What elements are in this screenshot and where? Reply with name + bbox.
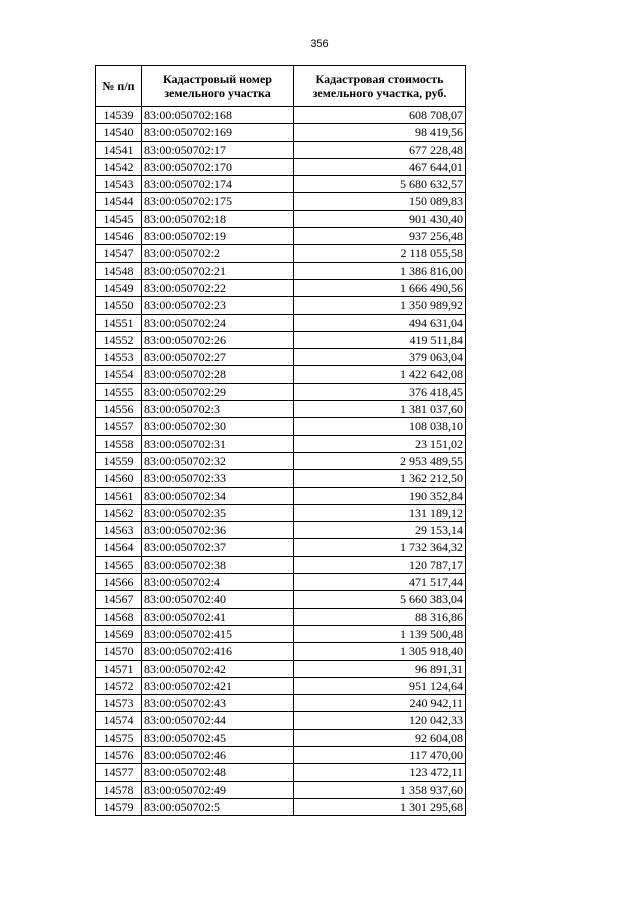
cadastral-value-cell: 471 517,44 <box>294 574 466 591</box>
cadastral-number-cell: 83:00:050702:416 <box>142 643 294 660</box>
cadastral-number-cell: 83:00:050702:22 <box>142 279 294 296</box>
row-number-cell: 14566 <box>96 574 142 591</box>
cadastral-value-cell: 677 228,48 <box>294 141 466 158</box>
table-header-row <box>96 66 466 107</box>
cadastral-number-cell: 83:00:050702:42 <box>142 660 294 677</box>
table-row <box>96 712 466 729</box>
cadastral-value-cell: 1 422 642,08 <box>294 366 466 383</box>
row-number-cell: 14578 <box>96 781 142 798</box>
cadastral-number-cell: 83:00:050702:36 <box>142 522 294 539</box>
row-number-cell: 14574 <box>96 712 142 729</box>
cadastral-value-cell: 419 511,84 <box>294 331 466 348</box>
cadastral-number-cell: 83:00:050702:24 <box>142 314 294 331</box>
cadastral-number-cell: 83:00:050702:40 <box>142 591 294 608</box>
cadastral-value-cell: 150 089,83 <box>294 193 466 210</box>
cadastral-number-cell: 83:00:050702:175 <box>142 193 294 210</box>
cadastral-value-cell: 23 151,02 <box>294 435 466 452</box>
table-row <box>96 193 466 210</box>
cadastral-value-cell: 92 604,08 <box>294 729 466 746</box>
cadastral-number-cell: 83:00:050702:27 <box>142 349 294 366</box>
row-number-cell: 14552 <box>96 331 142 348</box>
table-row <box>96 504 466 521</box>
row-number-cell: 14577 <box>96 764 142 781</box>
cadastral-number-cell: 83:00:050702:415 <box>142 625 294 642</box>
cadastral-number-cell: 83:00:050702:35 <box>142 504 294 521</box>
table-row <box>96 625 466 642</box>
row-number-cell: 14553 <box>96 349 142 366</box>
cadastral-number-cell: 83:00:050702:33 <box>142 470 294 487</box>
table-row <box>96 764 466 781</box>
table-row <box>96 608 466 625</box>
cadastral-value-cell: 1 305 918,40 <box>294 643 466 660</box>
cadastral-value-cell: 88 316,86 <box>294 608 466 625</box>
cadastral-value-cell: 1 358 937,60 <box>294 781 466 798</box>
cadastral-value-cell: 131 189,12 <box>294 504 466 521</box>
row-number-cell: 14546 <box>96 228 142 245</box>
table-row <box>96 660 466 677</box>
cadastral-number-cell: 83:00:050702:169 <box>142 124 294 141</box>
row-number-cell: 14579 <box>96 798 142 815</box>
table-row <box>96 729 466 746</box>
cadastral-number-cell: 83:00:050702:30 <box>142 418 294 435</box>
cadastral-value-cell: 2 953 489,55 <box>294 452 466 469</box>
cadastral-number-cell: 83:00:050702:17 <box>142 141 294 158</box>
row-number-cell: 14556 <box>96 401 142 418</box>
table-row <box>96 107 466 124</box>
row-number-cell: 14555 <box>96 383 142 400</box>
table-row <box>96 401 466 418</box>
table-row <box>96 262 466 279</box>
page-number: 356 <box>310 38 329 50</box>
cadastral-value-cell: 5 680 632,57 <box>294 176 466 193</box>
table-row <box>96 210 466 227</box>
row-number-cell: 14550 <box>96 297 142 314</box>
row-number-cell: 14551 <box>96 314 142 331</box>
cadastral-value-cell: 120 787,17 <box>294 556 466 573</box>
cadastral-value-cell: 901 430,40 <box>294 210 466 227</box>
table-row <box>96 349 466 366</box>
cadastral-value-cell: 494 631,04 <box>294 314 466 331</box>
row-number-cell: 14541 <box>96 141 142 158</box>
table-row <box>96 279 466 296</box>
row-number-cell: 14561 <box>96 487 142 504</box>
table-row <box>96 695 466 712</box>
cadastral-number-cell: 83:00:050702:2 <box>142 245 294 262</box>
cadastral-value-cell: 108 038,10 <box>294 418 466 435</box>
table-row <box>96 418 466 435</box>
row-number-cell: 14559 <box>96 452 142 469</box>
cadastral-number-cell: 83:00:050702:28 <box>142 366 294 383</box>
cadastral-number-cell: 83:00:050702:46 <box>142 746 294 763</box>
row-number-cell: 14575 <box>96 729 142 746</box>
cadastral-value-cell: 120 042,33 <box>294 712 466 729</box>
table-row <box>96 487 466 504</box>
table-row <box>96 297 466 314</box>
table-row <box>96 452 466 469</box>
cadastral-value-cell: 1 732 364,32 <box>294 539 466 556</box>
cadastral-value-cell: 951 124,64 <box>294 677 466 694</box>
table-row <box>96 314 466 331</box>
header-cadastral-value: Кадастровая стоимость земельного участка, руб. <box>294 66 466 107</box>
cadastral-number-cell: 83:00:050702:48 <box>142 764 294 781</box>
table-row <box>96 781 466 798</box>
table-row <box>96 798 466 815</box>
row-number-cell: 14544 <box>96 193 142 210</box>
cadastral-number-cell: 83:00:050702:174 <box>142 176 294 193</box>
cadastral-value-cell: 379 063,04 <box>294 349 466 366</box>
table-row <box>96 141 466 158</box>
table-row <box>96 124 466 141</box>
cadastral-value-cell: 240 942,11 <box>294 695 466 712</box>
cadastral-value-cell: 1 139 500,48 <box>294 625 466 642</box>
cadastral-number-cell: 83:00:050702:41 <box>142 608 294 625</box>
table-row <box>96 574 466 591</box>
table-row <box>96 522 466 539</box>
cadastral-value-cell: 467 644,01 <box>294 158 466 175</box>
row-number-cell: 14558 <box>96 435 142 452</box>
cadastral-value-cell: 1 666 490,56 <box>294 279 466 296</box>
row-number-cell: 14549 <box>96 279 142 296</box>
cadastral-number-cell: 83:00:050702:168 <box>142 107 294 124</box>
row-number-cell: 14543 <box>96 176 142 193</box>
row-number-cell: 14576 <box>96 746 142 763</box>
cadastral-number-cell: 83:00:050702:3 <box>142 401 294 418</box>
table-row <box>96 245 466 262</box>
table-row <box>96 556 466 573</box>
cadastral-number-cell: 83:00:050702:31 <box>142 435 294 452</box>
cadastral-number-cell: 83:00:050702:421 <box>142 677 294 694</box>
row-number-cell: 14547 <box>96 245 142 262</box>
cadastral-number-cell: 83:00:050702:45 <box>142 729 294 746</box>
cadastral-value-cell: 98 419,56 <box>294 124 466 141</box>
cadastral-number-cell: 83:00:050702:44 <box>142 712 294 729</box>
row-number-cell: 14554 <box>96 366 142 383</box>
row-number-cell: 14569 <box>96 625 142 642</box>
table-row <box>96 228 466 245</box>
cadastral-number-cell: 83:00:050702:34 <box>142 487 294 504</box>
cadastral-number-cell: 83:00:050702:43 <box>142 695 294 712</box>
cadastral-number-cell: 83:00:050702:5 <box>142 798 294 815</box>
cadastral-number-cell: 83:00:050702:170 <box>142 158 294 175</box>
cadastral-number-cell: 83:00:050702:4 <box>142 574 294 591</box>
cadastral-number-cell: 83:00:050702:18 <box>142 210 294 227</box>
row-number-cell: 14563 <box>96 522 142 539</box>
cadastral-value-table <box>95 65 466 816</box>
row-number-cell: 14573 <box>96 695 142 712</box>
cadastral-value-cell: 376 418,45 <box>294 383 466 400</box>
row-number-cell: 14560 <box>96 470 142 487</box>
row-number-cell: 14545 <box>96 210 142 227</box>
table-row <box>96 591 466 608</box>
cadastral-value-cell: 937 256,48 <box>294 228 466 245</box>
cadastral-number-cell: 83:00:050702:21 <box>142 262 294 279</box>
table-row <box>96 176 466 193</box>
row-number-cell: 14572 <box>96 677 142 694</box>
cadastral-number-cell: 83:00:050702:23 <box>142 297 294 314</box>
table-row <box>96 643 466 660</box>
header-cadastral-number: Кадастровый номер земельного участка <box>142 66 294 107</box>
table-row <box>96 539 466 556</box>
cadastral-number-cell: 83:00:050702:49 <box>142 781 294 798</box>
row-number-cell: 14540 <box>96 124 142 141</box>
table-row <box>96 677 466 694</box>
row-number-cell: 14562 <box>96 504 142 521</box>
table-row <box>96 158 466 175</box>
cadastral-value-cell: 2 118 055,58 <box>294 245 466 262</box>
row-number-cell: 14542 <box>96 158 142 175</box>
cadastral-number-cell: 83:00:050702:26 <box>142 331 294 348</box>
row-number-cell: 14570 <box>96 643 142 660</box>
cadastral-number-cell: 83:00:050702:37 <box>142 539 294 556</box>
table-row <box>96 331 466 348</box>
header-row-number: № п/п <box>96 66 142 107</box>
cadastral-value-cell: 608 708,07 <box>294 107 466 124</box>
table-row <box>96 366 466 383</box>
cadastral-value-cell: 29 153,14 <box>294 522 466 539</box>
cadastral-value-cell: 1 386 816,00 <box>294 262 466 279</box>
cadastral-value-cell: 1 381 037,60 <box>294 401 466 418</box>
cadastral-number-cell: 83:00:050702:29 <box>142 383 294 400</box>
cadastral-value-cell: 117 470,00 <box>294 746 466 763</box>
row-number-cell: 14571 <box>96 660 142 677</box>
table-row <box>96 383 466 400</box>
cadastral-number-cell: 83:00:050702:32 <box>142 452 294 469</box>
cadastral-value-cell: 1 350 989,92 <box>294 297 466 314</box>
cadastral-value-cell: 190 352,84 <box>294 487 466 504</box>
table-row <box>96 746 466 763</box>
row-number-cell: 14564 <box>96 539 142 556</box>
row-number-cell: 14548 <box>96 262 142 279</box>
cadastral-value-cell: 1 362 212,50 <box>294 470 466 487</box>
row-number-cell: 14567 <box>96 591 142 608</box>
row-number-cell: 14568 <box>96 608 142 625</box>
cadastral-value-cell: 96 891,31 <box>294 660 466 677</box>
table-row <box>96 470 466 487</box>
row-number-cell: 14557 <box>96 418 142 435</box>
cadastral-number-cell: 83:00:050702:38 <box>142 556 294 573</box>
row-number-cell: 14539 <box>96 107 142 124</box>
cadastral-value-cell: 1 301 295,68 <box>294 798 466 815</box>
cadastral-number-cell: 83:00:050702:19 <box>142 228 294 245</box>
table-body <box>96 107 466 816</box>
cadastral-value-cell: 5 660 383,04 <box>294 591 466 608</box>
table-row <box>96 435 466 452</box>
cadastral-value-cell: 123 472,11 <box>294 764 466 781</box>
row-number-cell: 14565 <box>96 556 142 573</box>
